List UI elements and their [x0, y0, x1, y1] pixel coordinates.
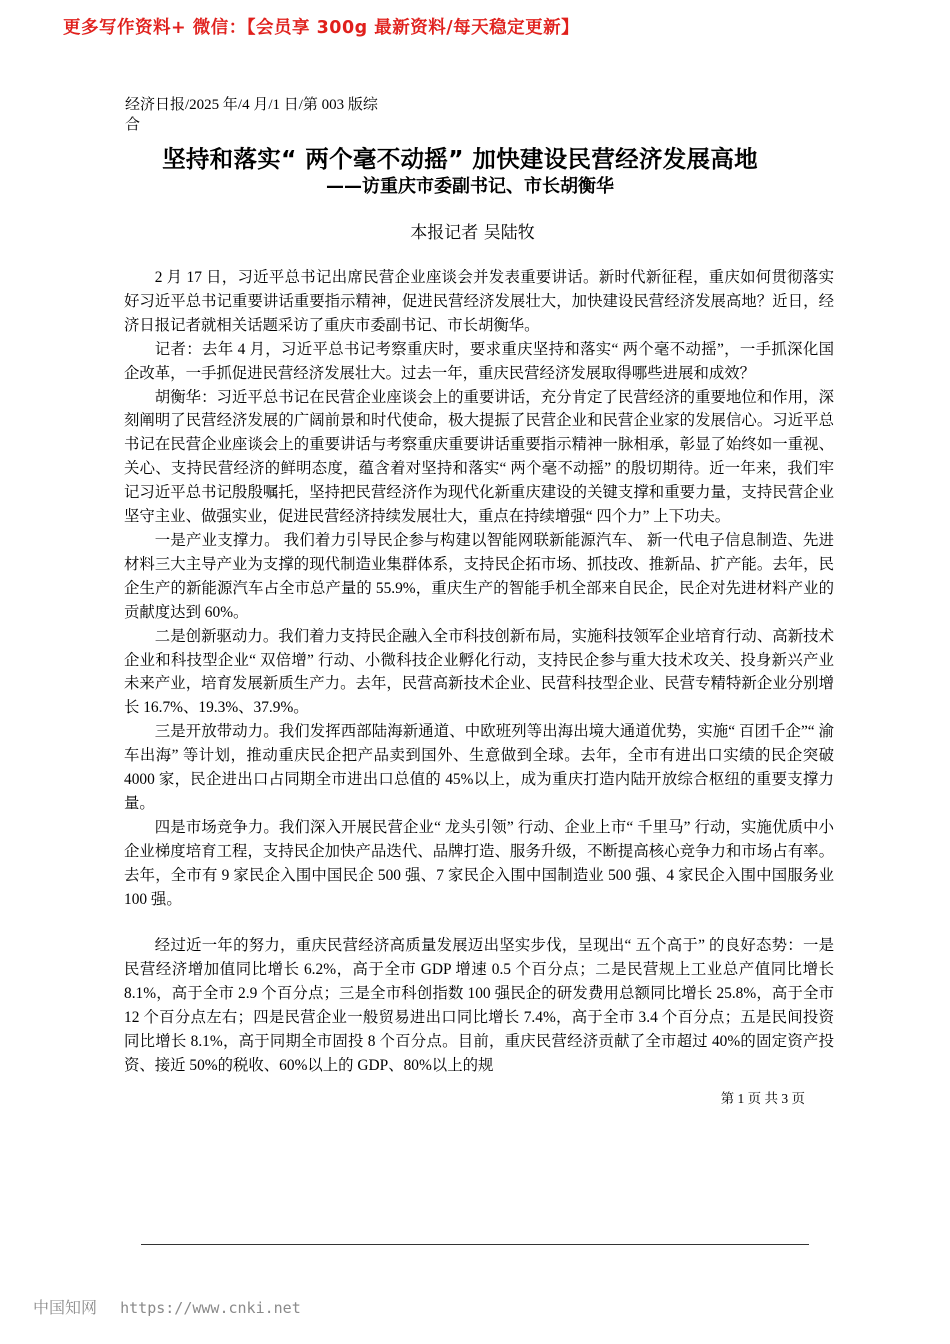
paragraph-five-higher: 经过近一年的努力，重庆民营经济高质量发展迈出坚实步伐，呈现出“ 五个高于” 的良好态势：一是民营经济增加值同比增长 6.2%，高于全市 GDP 增速 0.5 个百分点；二是民营规上工业总产值同比增长 8.1%，高于全市 2.9 个百分点；三是全市科创指数 100 强民企的研发费用总额同比增长 25.8%，高于全市 12 个百分点左右；四是民营企业一般贸易进出口同比增长 7.4%，高于全市 3.4 个百分点；五是民间投资同比增长 8.1%，高于同期全市固投 8 个百分点。目前，重庆民营经济贡献了全市超过 40%的固定资产投资、接近 50%的税收、60%以上的 GDP、80%以上的规 [124, 937, 834, 1074]
footer [33, 1295, 301, 1318]
article-body [124, 266, 834, 1078]
paragraph-opening-up: 三是开放带动力。我们发挥西部陆海新通道、中欧班列等出海出境大通道优势，实施“ 百团千企”“ 渝车出海” 等计划，推动重庆民企把产品卖到国外、生意做到全球。去年，全市有进出口实绩的民企突破 4000 家，民企进出口占同期全市进出口总值的 45%以上，成为重庆打造内陆开放综合枢纽的重要支撑力量。 [124, 723, 834, 812]
paragraph-intro: 2 月 17 日，习近平总书记出席民营企业座谈会并发表重要讲话。新时代新征程，重庆如何贯彻落实好习近平总书记重要讲话重要指示精神，促进民营经济发展壮大，加快建设民营经济发展高地？近日，经济日报记者就相关话题采访了重庆市委副书记、市长胡衡华。 [124, 269, 834, 334]
article-subtitle: ——访重庆市委副书记、市长胡衡华 [326, 176, 614, 197]
paragraph-innovation: 二是创新驱动力。我们着力支持民企融入全市科技创新布局，实施科技领军企业培育行动、高新技术企业和科技型企业“ 双倍增” 行动、小微科技企业孵化行动，支持民企参与重大技术攻关、投身新兴产业未来产业，培育发展新质生产力。去年，民营高新技术企业、民营科技型企业、民营专精特新企业分别增长 16.7%、19.3%、37.9%。 [124, 627, 834, 717]
article-title: 坚持和落实“ 两个毫不动摇” 加快建设民营经济发展高地 [162, 145, 758, 173]
paragraph-competitiveness: 四是市场竞争力。我们深入开展民营企业“ 龙头引领” 行动、企业上市“ 千里马” 行动，实施优质中小企业梯度培育工程，支持民企加快产品迭代、品牌打造、服务升级，不断提高核心竞争力和市场占有率。去年，全市有 9 家民企入围中国民企 500 强、7 家民企入围中国制造业 500 强、4 家民企入围中国服务业 100 强。 [124, 818, 834, 908]
promo-banner: 更多写作资料+ 微信：【会员享 300g 最新资料/每天稳定更新】 [63, 18, 580, 38]
footer-divider [141, 1244, 809, 1245]
article-byline: 本报记者 吴陆牧 [410, 223, 535, 243]
page-number: 第 1 页 共 3 页 [720, 1091, 805, 1106]
source-line: 经济日报/2025 年/4 月/1 日/第 003 版综合 [125, 97, 378, 133]
paragraph-industry-support: 一是产业支撑力。 我们着力引导民企参与构建以智能网联新能源汽车、 新一代电子信息制造、先进材料三大主导产业为支撑的现代制造业集群体系，支持民企拓市场、抓技改、推新品、扩产能。去年，民企生产的新能源汽车占全市总产量的 55.9%，重庆生产的智能手机全部来自民企，民企对先进材料产业的贡献度达到 60%。 [124, 531, 834, 621]
footer-brand: 中国知网 [33, 1298, 98, 1317]
footer-url-link[interactable]: https://www.cnki.net [120, 1299, 301, 1317]
paragraph-answer: 胡衡华：习近平总书记在民营企业座谈会上的重要讲话，充分肯定了民营经济的重要地位和作用，深刻阐明了民营经济发展的广阔前景和时代使命，极大提振了民营企业和民营企业家的发展信心。习近平总书记在民营企业座谈会上的重要讲话与考察重庆重要讲话重要指示精神一脉相承，彰显了始终如一重视、关心、支持民营经济的鲜明态度，蕴含着对坚持和落实“ 两个毫不动摇” 的殷切期待。近一年来，我们牢记习近平总书记殷殷嘱托，坚持把民营经济作为现代化新重庆建设的关键支撑和重要力量，支持民营企业坚守主业、做强实业，促进民营经济持续发展壮大，重点在持续增强“ 四个力” 上下功夫。 [124, 388, 834, 526]
paragraph-question: 记者：去年 4 月，习近平总书记考察重庆时，要求重庆坚持和落实“ 两个毫不动摇”，一手抓深化国企改革，一手抓促进民营经济发展壮大。过去一年，重庆民营经济发展取得哪些进展和成效？ [124, 340, 834, 382]
